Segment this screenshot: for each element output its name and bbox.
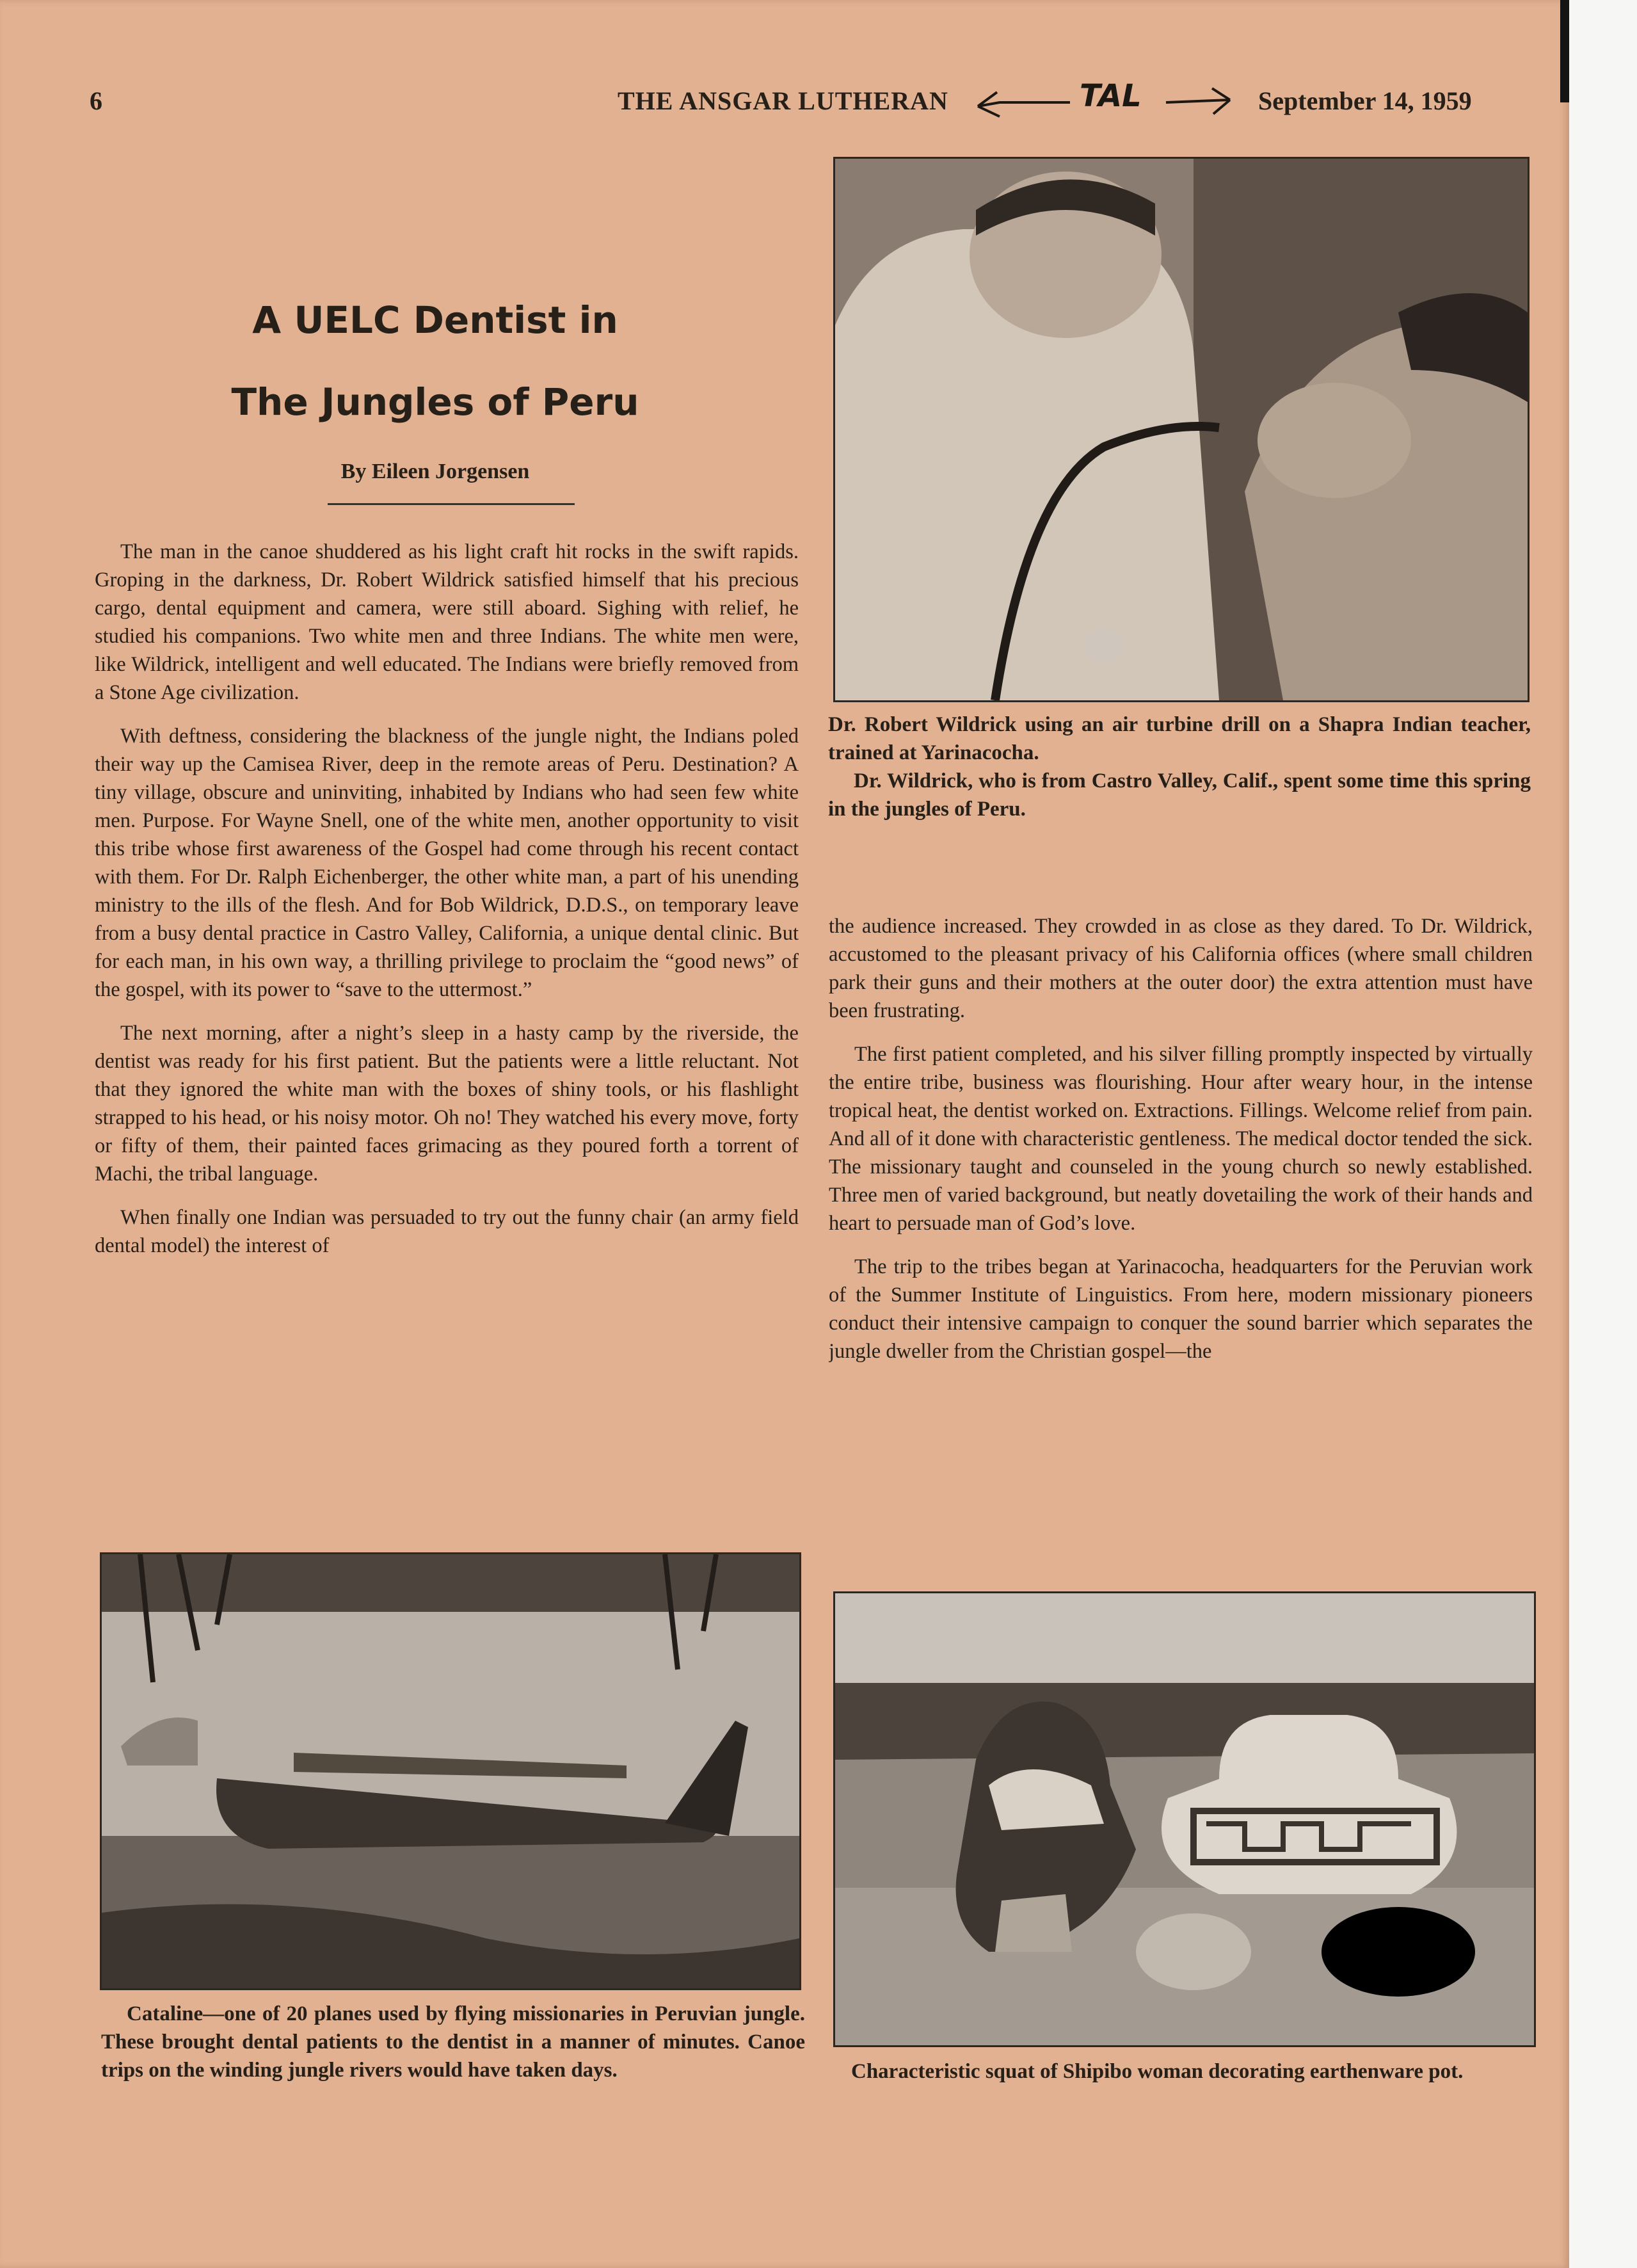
paragraph: the audience increased. They crowded in as close as they dared. To Dr. Wildrick, accustomed to the pleasant privacy of his California offices (where small children park their guns and their mothers at the outer door) the extra attention must have been frustrating.	[829, 915, 1533, 1022]
photo-shipibo-image	[835, 1593, 1534, 2045]
paragraph: The man in the canoe shuddered as his light craft hit rocks in the swift rapids. Groping in the darkness, Dr. Robert Wildrick satisfied himself that his precious cargo, dental equipment and camera, were still aboard. Sighing with relief, he studied his companions. Two white men and three Indians. The white men were, like Wildrick, intelligent and well educated. The Indians were briefly removed from a Stone Age civilization.	[95, 540, 799, 704]
byline-rule	[328, 503, 575, 505]
caption-line: Dr. Wildrick, who is from Castro Valley, Calif., spent some time this spring in the jungles of Peru.	[828, 769, 1531, 821]
issue-date: September 14, 1959	[1258, 86, 1472, 115]
caption-shipibo-photo	[851, 2057, 1555, 2086]
article-column-right	[829, 912, 1533, 1508]
handwritten-annotation	[974, 69, 1243, 127]
photo-dentist-image	[835, 159, 1528, 700]
scan-background-edge	[1569, 0, 1637, 2268]
caption-text: Cataline—one of 20 planes used by flying missionaries in Peruvian jungle. These brought dental patients to the dentist in a manner of minutes. Canoe trips on the winding jungle rivers would have taken days.	[101, 2002, 805, 2082]
photo-seaplane-image	[102, 1554, 799, 1988]
article-column-left	[95, 538, 799, 1485]
photo-seaplane	[100, 1552, 801, 1990]
caption-dentist-photo	[828, 711, 1531, 823]
caption-text: Characteristic squat of Shipibo woman decorating earthenware pot.	[851, 2060, 1464, 2083]
caption-line: Dr. Robert Wildrick using an air turbine drill on a Shapra Indian teacher, trained at Yarinacocha.	[828, 713, 1531, 764]
handwritten-note-text: TAL	[1080, 78, 1142, 114]
title-line-1: A UELC Dentist in	[252, 298, 618, 342]
caption-seaplane-photo	[101, 2000, 805, 2084]
article-title	[141, 279, 730, 443]
paragraph: The trip to the tribes began at Yarinacocha, headquarters for the Peruvian work of the Summer Institute of Linguistics. From here, modern missionary pioneers conduct their intensive campaign to conquer the sound barrier which separates the jungle dweller from the Christian gospel—the	[829, 1255, 1533, 1363]
paragraph: The first patient completed, and his silver filling promptly inspected by virtually the entire tribe, business was flourishing. Hour after weary hour, in the intense tropical heat, the dentist worked on. Extractions. Fillings. Welcome relief from pain. And all of it done with characteristic gentleness. The medical doctor tended the sick. The missionary taught and counseled in the young church so newly established. Three men of varied background, but neatly dovetailing the work of their hands and heart to persuade man of God’s love.	[829, 1043, 1533, 1235]
paragraph: The next morning, after a night’s sleep in a hasty camp by the riverside, the dentist was ready for his first patient. But the patients were a little reluctant. Not that they ignored the white man with the boxes of shiny tools, or his flashlight strapped to his head, or his noisy motor. Oh no! They watched his every move, forty or fifty of them, their painted faces grimacing as they poured forth a torrent of Machi, the tribal language.	[95, 1022, 799, 1186]
photo-shipibo-pot	[833, 1591, 1536, 2047]
photo-dentist-drilling	[833, 157, 1529, 702]
publication-name: THE ANSGAR LUTHERAN	[618, 86, 948, 115]
paragraph: When finally one Indian was persuaded to try out the funny chair (an army field dental model) the interest of	[95, 1206, 799, 1257]
paragraph: With deftness, considering the blackness of the jungle night, the Indians poled their way up the Camisea River, deep in the remote areas of Peru. Destination? A tiny village, obscure and uninviting, inhabited by Indians who had seen few white men. Purpose. For Wayne Snell, one of the white men, another opportunity to visit this tribe whose first awareness of the Gospel had come through his recent contact with them. For Dr. Ralph Eichenberger, the other white man, a part of his unending ministry to the ills of the flesh. And for Bob Wildrick, D.D.S., on temporary leave from a busy dental practice in Castro Valley, California, a unique dental clinic. But for each man, in his own way, a thrilling privilege to proclaim the “good news” of the gospel, with its power to “save to the uttermost.”	[95, 725, 799, 1001]
page-number: 6	[90, 86, 102, 115]
byline: By Eileen Jorgensen	[340, 460, 530, 483]
scan-artifact	[1560, 0, 1569, 102]
title-line-2: The Jungles of Peru	[231, 380, 639, 424]
